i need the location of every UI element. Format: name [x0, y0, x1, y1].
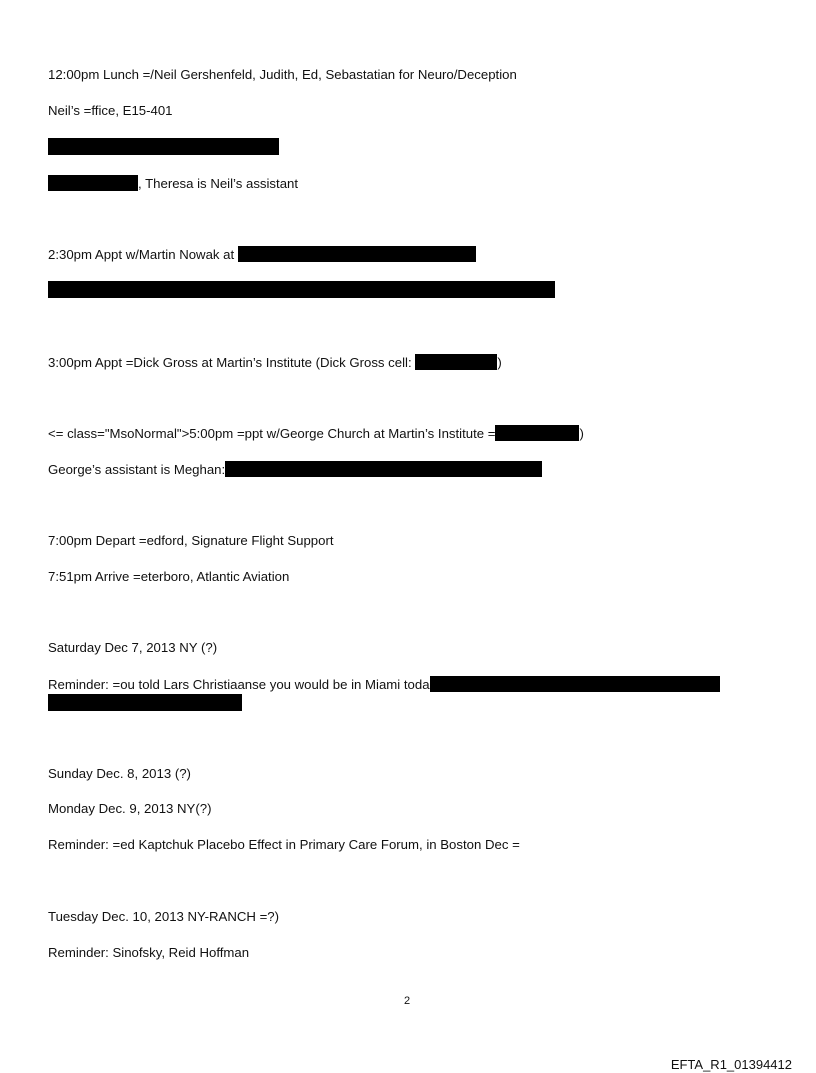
redaction-bar — [48, 175, 138, 191]
schedule-line-nowak — [48, 246, 476, 263]
redaction-bar — [415, 354, 497, 370]
schedule-line-gross — [48, 354, 502, 371]
assistant-text: , Theresa is Neil’s assistant — [138, 176, 299, 191]
redaction-bar — [48, 281, 555, 298]
schedule-line-assistant — [48, 175, 298, 192]
schedule-line-church — [48, 425, 584, 442]
redaction-bar — [495, 425, 579, 441]
church-text: <= class="MsoNormal">5:00pm =ppt w/George Church at Martin’s Institute = — [48, 426, 496, 441]
redaction-bar — [225, 461, 542, 477]
meghan-text: George’s assistant is Meghan: — [48, 462, 226, 477]
redaction-bar — [48, 138, 279, 155]
schedule-line-meghan — [48, 461, 542, 478]
schedule-line-depart: 7:00pm Depart =edford, Signature Flight Support — [48, 533, 334, 548]
schedule-line-arrive: 7:51pm Arrive =eterboro, Atlantic Aviation — [48, 569, 290, 584]
schedule-line-lunch: 12:00pm Lunch =/Neil Gershenfeld, Judith, Ed, Sebastatian for Neuro/Deception — [48, 67, 517, 82]
redaction-bar — [48, 694, 242, 711]
gross-text: 3:00pm Appt =Dick Gross at Martin’s Institute (Dick Gross cell: — [48, 355, 412, 370]
date-heading-dec9: Monday Dec. 9, 2013 NY(?) — [48, 801, 212, 816]
date-heading-dec10: Tuesday Dec. 10, 2013 NY-RANCH =?) — [48, 909, 280, 924]
date-heading-dec7: Saturday Dec 7, 2013 NY (?) — [48, 640, 218, 655]
date-heading-dec8: Sunday Dec. 8, 2013 (?) — [48, 766, 191, 781]
nowak-text: 2:30pm Appt w/Martin Nowak at — [48, 247, 235, 262]
bates-stamp: EFTA_R1_01394412 — [670, 1057, 792, 1072]
redaction-bar — [430, 676, 720, 692]
schedule-line-office: Neil’s =ffice, E15-401 — [48, 103, 173, 118]
redaction-bar — [238, 246, 476, 262]
reminder-lars-text: Reminder: =ou told Lars Christiaanse you would be in Miami toda — [48, 677, 430, 692]
church-close-paren: ) — [579, 426, 584, 441]
reminder-kaptchuk: Reminder: =ed Kaptchuk Placebo Effect in Primary Care Forum, in Boston Dec = — [48, 837, 520, 852]
gross-close-paren: ) — [497, 355, 502, 370]
reminder-sinofsky: Reminder: Sinofsky, Reid Hoffman — [48, 945, 250, 960]
reminder-lars — [48, 676, 720, 693]
page-number: 2 — [404, 995, 411, 1007]
